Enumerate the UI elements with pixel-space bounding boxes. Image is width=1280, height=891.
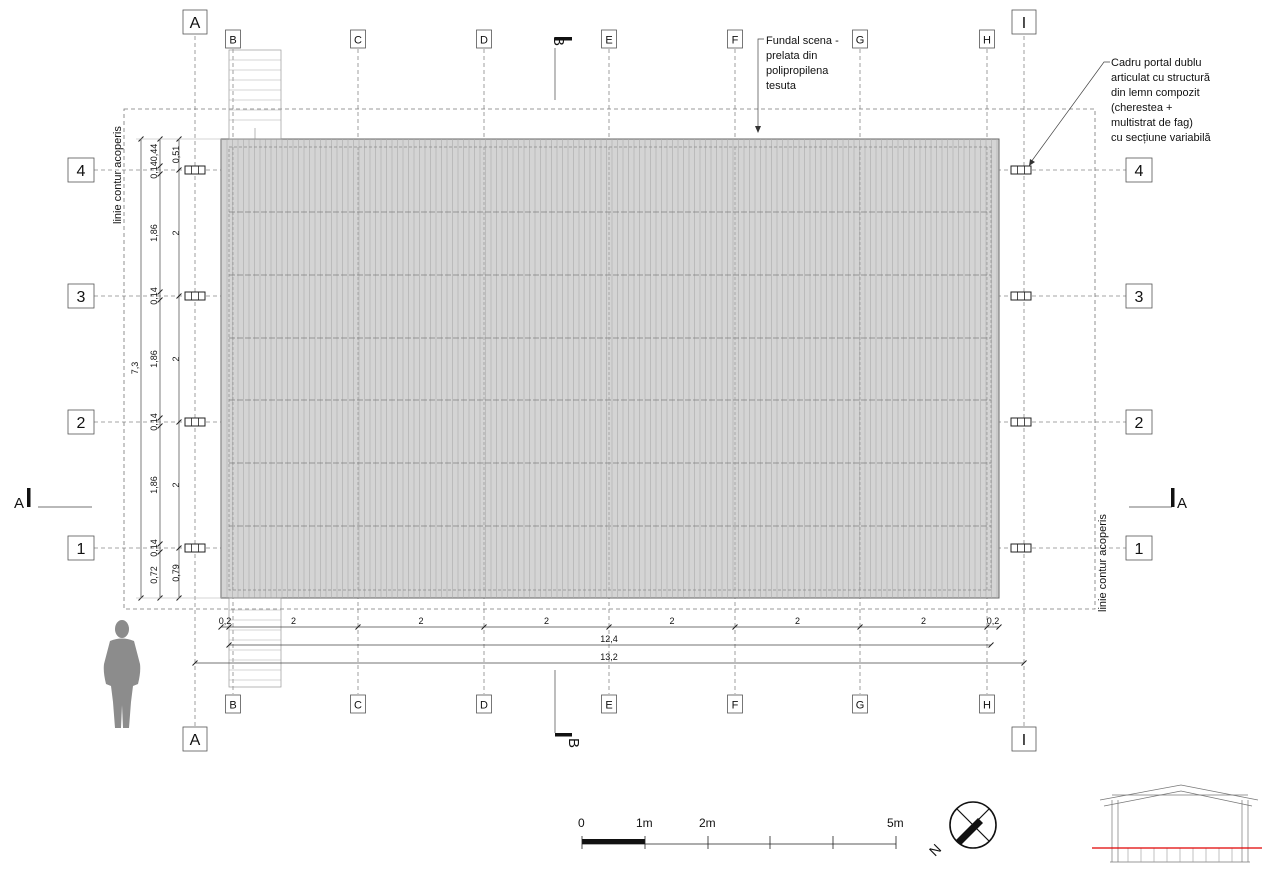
svg-text:A: A [14,495,25,512]
grid-label-b-top: B [229,34,237,47]
stage-platform [221,139,999,598]
svg-text:5m: 5m [887,816,904,830]
frame-post [185,544,205,552]
grid-label-1-left: 1 [76,541,86,558]
dim-bottom-5: 2 [794,616,801,626]
frame-post [185,292,205,300]
grid-label-d-bottom: D [480,699,488,712]
dim-left-b-5: 0,14 [149,413,159,431]
dim-left-b-8: 0,72 [149,566,159,584]
section-b-bottom [555,670,582,748]
grid-label-i-bottom: I [1021,732,1027,749]
frame-post [1011,292,1031,300]
grid-label-a-bottom: A [189,732,201,749]
dim-bottom-3: 2 [543,616,550,626]
grid-label-d-top: D [480,34,488,47]
dim-left-b-7: 0,14 [149,539,159,557]
frame-post [1011,418,1031,426]
dim-left-a-4: 0,79 [171,564,181,582]
grid-label-2-left: 2 [76,415,86,432]
scale-bar [578,816,904,849]
grid-label-h-top: H [983,34,991,47]
dim-left-a-1: 2 [171,230,181,236]
svg-text:2m: 2m [699,816,716,830]
dim-left-b-0: 0,44 [149,143,159,162]
backdrop-annotation [755,35,842,133]
dim-left-b-2: 1,86 [149,224,159,242]
dim-bottom-2: 2 [418,616,424,626]
grid-label-g-bottom: G [855,699,865,712]
svg-text:1m: 1m [636,816,653,830]
frame-annotation [1029,57,1213,166]
svg-text:Fundal scena - prelata d: Fundal scena - prelata din polipropilena tesuta [766,35,839,92]
frame-post [185,166,205,174]
stairs-top [229,50,281,139]
dim-bottom-0: 0,2 [218,616,232,626]
grid-label-h-bottom: H [983,699,991,712]
dim-bottom-1: 2 [290,616,297,626]
grid-label-2-right: 2 [1134,415,1144,432]
dim-bottom-total-1: 12,4 [600,634,618,644]
grid-label-3-left: 3 [76,289,86,306]
svg-text:0: 0 [578,816,585,830]
roof-outline-label-right: linie contur acoperis [1097,514,1109,612]
grid-label-i-top: I [1021,15,1027,32]
grid-label-4-left: 4 [76,163,86,180]
dim-left-b-6: 1,86 [149,476,159,494]
section-b-top [550,36,572,100]
frame-post [1011,166,1031,174]
section-a-left [14,488,92,512]
frame-post [1011,544,1031,552]
stairs-bottom [229,598,281,687]
roof-outline-label-left: linie contur acoperis [112,126,124,224]
grid-label-a-top: A [189,15,201,32]
grid-label-g-top: G [855,34,865,47]
grid-label-c-top: C [354,34,362,47]
grid-label-1-right: 1 [1134,541,1144,558]
svg-text:B: B [550,36,567,47]
key-section-thumbnail [1092,785,1262,862]
svg-text:N: N [925,840,945,860]
svg-text:Cadru portal dublu artic: Cadru portal dublu articulat cu structură din lemn compozit (cherestea + multistrat de fag) cu secțiune variabilă [1111,57,1211,144]
svg-text:B: B [565,738,582,749]
dim-left-total: 7,3 [130,361,140,375]
section-a-right [1129,488,1187,512]
grid-label-c-bottom: C [354,699,362,712]
dim-bottom-4: 2 [669,616,675,626]
frame-post [185,418,205,426]
dim-left-a-3: 2 [171,482,181,488]
grid-label-b-bottom: B [229,699,237,712]
grid-label-f-top: F [731,34,739,47]
human-scale-figure [104,620,141,728]
grid-label-e-top: E [605,34,613,47]
dim-left-b-4: 1,86 [149,350,159,368]
grid-label-e-bottom: E [605,699,613,712]
dim-bottom-7: 0,2 [986,616,1000,626]
dim-left-b-3: 0,14 [149,287,159,305]
dim-bottom-6: 2 [920,616,927,626]
grid-label-f-bottom: F [731,699,739,712]
dim-left-a-2: 2 [171,356,181,362]
dim-bottom-total-2: 13,2 [600,652,618,662]
grid-label-4-right: 4 [1134,163,1144,180]
grid-label-3-right: 3 [1134,289,1144,306]
svg-text:A: A [1177,495,1188,512]
dim-left-a-0: 0,51 [171,145,181,164]
north-arrow-icon [926,802,996,859]
dim-left-b-1: 0,14 [149,161,159,179]
